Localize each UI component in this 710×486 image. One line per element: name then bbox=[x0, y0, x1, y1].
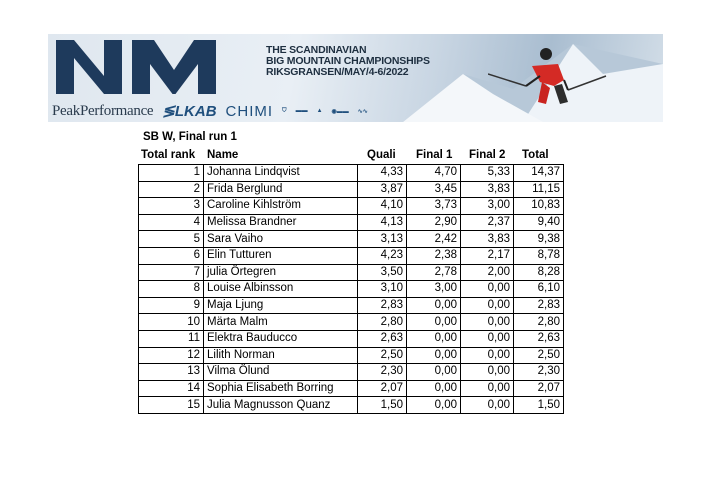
nm-logo bbox=[56, 40, 256, 94]
cell-name: Frida Berglund bbox=[204, 181, 358, 198]
cell-name: Caroline Kihlström bbox=[204, 198, 358, 215]
event-title-line-2: BIG MOUNTAIN CHAMPIONSHIPS bbox=[266, 55, 430, 67]
cell-name: Märta Malm bbox=[204, 314, 358, 331]
table-row bbox=[139, 397, 564, 414]
cell-name: Sara Vaiho bbox=[204, 231, 358, 248]
cell-final2: 0,00 bbox=[461, 314, 514, 331]
cell-rank: 7 bbox=[139, 264, 204, 281]
cell-name: Johanna Lindqvist bbox=[204, 165, 358, 182]
cell-name: Maja Ljung bbox=[204, 297, 358, 314]
cell-rank: 10 bbox=[139, 314, 204, 331]
cell-final1: 2,38 bbox=[407, 247, 461, 264]
cell-quali: 3,87 bbox=[358, 181, 407, 198]
table-row bbox=[139, 247, 564, 264]
col-header-name: Name bbox=[207, 149, 239, 161]
cell-name: Lilith Norman bbox=[204, 347, 358, 364]
results-body bbox=[139, 165, 564, 414]
cell-quali: 2,50 bbox=[358, 347, 407, 364]
cell-quali: 4,13 bbox=[358, 214, 407, 231]
cell-total: 6,10 bbox=[514, 281, 564, 298]
event-title bbox=[266, 45, 430, 78]
table-row bbox=[139, 380, 564, 397]
cell-final1: 3,73 bbox=[407, 198, 461, 215]
cell-quali: 4,33 bbox=[358, 165, 407, 182]
cell-final1: 0,00 bbox=[407, 347, 461, 364]
cell-final1: 0,00 bbox=[407, 380, 461, 397]
cell-name: Elektra Bauducco bbox=[204, 330, 358, 347]
cell-quali: 3,13 bbox=[358, 231, 407, 248]
cell-quali: 3,50 bbox=[358, 264, 407, 281]
cell-total: 2,80 bbox=[514, 314, 564, 331]
table-row bbox=[139, 214, 564, 231]
cell-total: 8,28 bbox=[514, 264, 564, 281]
cell-final2: 2,17 bbox=[461, 247, 514, 264]
cell-final2: 0,00 bbox=[461, 380, 514, 397]
table-row bbox=[139, 314, 564, 331]
cell-final1: 2,90 bbox=[407, 214, 461, 231]
cell-quali: 2,07 bbox=[358, 380, 407, 397]
cell-quali: 4,10 bbox=[358, 198, 407, 215]
sponsor-shield-icon: ⛉ bbox=[282, 107, 287, 114]
cell-rank: 6 bbox=[139, 247, 204, 264]
cell-name: Louise Albinsson bbox=[204, 281, 358, 298]
sponsor-lkab bbox=[162, 102, 216, 120]
cell-name: Elin Tutturen bbox=[204, 247, 358, 264]
cell-total: 10,83 bbox=[514, 198, 564, 215]
table-row bbox=[139, 281, 564, 298]
cell-final2: 5,33 bbox=[461, 165, 514, 182]
cell-final2: 0,00 bbox=[461, 347, 514, 364]
sponsor-lkab-label: LKAB bbox=[174, 103, 217, 120]
cell-total: 8,78 bbox=[514, 247, 564, 264]
skier-image bbox=[488, 46, 608, 116]
cell-rank: 11 bbox=[139, 330, 204, 347]
cell-quali: 2,30 bbox=[358, 364, 407, 381]
cell-rank: 5 bbox=[139, 231, 204, 248]
cell-rank: 8 bbox=[139, 281, 204, 298]
cell-final1: 0,00 bbox=[407, 397, 461, 414]
event-title-line-1: THE SCANDINAVIAN bbox=[266, 44, 367, 56]
cell-rank: 14 bbox=[139, 380, 204, 397]
cell-total: 14,37 bbox=[514, 165, 564, 182]
cell-rank: 4 bbox=[139, 214, 204, 231]
cell-quali: 2,83 bbox=[358, 297, 407, 314]
cell-total: 2,63 bbox=[514, 330, 564, 347]
cell-final2: 0,00 bbox=[461, 397, 514, 414]
cell-final2: 3,00 bbox=[461, 198, 514, 215]
cell-quali: 1,50 bbox=[358, 397, 407, 414]
cell-total: 2,83 bbox=[514, 297, 564, 314]
cell-final2: 0,00 bbox=[461, 281, 514, 298]
cell-quali: 4,23 bbox=[358, 247, 407, 264]
cell-final1: 3,45 bbox=[407, 181, 461, 198]
table-row bbox=[139, 181, 564, 198]
cell-name: Julia Magnusson Quanz bbox=[204, 397, 358, 414]
cell-name: Melissa Brandner bbox=[204, 214, 358, 231]
event-title-line-3: RIKSGRANSEN/MAY/4-6/2022 bbox=[266, 66, 409, 78]
col-header-final1: Final 1 bbox=[416, 149, 453, 161]
cell-final2: 0,00 bbox=[461, 364, 514, 381]
cell-rank: 12 bbox=[139, 347, 204, 364]
table-row bbox=[139, 297, 564, 314]
table-row bbox=[139, 198, 564, 215]
table-row bbox=[139, 165, 564, 182]
cell-final1: 2,78 bbox=[407, 264, 461, 281]
cell-rank: 2 bbox=[139, 181, 204, 198]
sponsor-chimi: CHIMI bbox=[225, 102, 274, 120]
table-row bbox=[139, 330, 564, 347]
cell-final2: 2,37 bbox=[461, 214, 514, 231]
results-heading: SB W, Final run 1 bbox=[143, 131, 237, 143]
table-row bbox=[139, 231, 564, 248]
sponsor-peakperformance: PeakPerformance bbox=[52, 102, 154, 119]
cell-rank: 15 bbox=[139, 397, 204, 414]
cell-name: julia Örtegren bbox=[204, 264, 358, 281]
col-header-rank: Total rank bbox=[141, 149, 196, 161]
cell-quali: 2,63 bbox=[358, 330, 407, 347]
cell-total: 2,50 bbox=[514, 347, 564, 364]
table-row bbox=[139, 364, 564, 381]
sponsor-script-icon: ∿∿ bbox=[357, 108, 368, 115]
col-header-total: Total bbox=[522, 149, 549, 161]
col-header-final2: Final 2 bbox=[469, 149, 506, 161]
cell-final1: 0,00 bbox=[407, 330, 461, 347]
sponsor-logo-icon: ▬▬ bbox=[295, 108, 308, 114]
lkab-icon: ≶ bbox=[162, 103, 175, 120]
event-banner bbox=[48, 34, 663, 122]
cell-total: 9,38 bbox=[514, 231, 564, 248]
cell-name: Vilma Ölund bbox=[204, 364, 358, 381]
table-row bbox=[139, 347, 564, 364]
cell-quali: 2,80 bbox=[358, 314, 407, 331]
results-table bbox=[138, 164, 564, 414]
cell-rank: 13 bbox=[139, 364, 204, 381]
cell-total: 1,50 bbox=[514, 397, 564, 414]
cell-quali: 3,10 bbox=[358, 281, 407, 298]
cell-name: Sophia Elisabeth Borring bbox=[204, 380, 358, 397]
sponsor-strip bbox=[48, 100, 472, 122]
table-row bbox=[139, 264, 564, 281]
cell-final2: 3,83 bbox=[461, 181, 514, 198]
cell-final1: 3,00 bbox=[407, 281, 461, 298]
cell-final2: 3,83 bbox=[461, 231, 514, 248]
cell-final1: 2,42 bbox=[407, 231, 461, 248]
cell-final1: 4,70 bbox=[407, 165, 461, 182]
cell-final1: 0,00 bbox=[407, 314, 461, 331]
cell-final2: 0,00 bbox=[461, 297, 514, 314]
cell-total: 9,40 bbox=[514, 214, 564, 231]
cell-rank: 1 bbox=[139, 165, 204, 182]
cell-final2: 2,00 bbox=[461, 264, 514, 281]
cell-rank: 3 bbox=[139, 198, 204, 215]
cell-total: 2,07 bbox=[514, 380, 564, 397]
cell-total: 2,30 bbox=[514, 364, 564, 381]
col-header-quali: Quali bbox=[367, 149, 396, 161]
cell-final1: 0,00 bbox=[407, 364, 461, 381]
cell-rank: 9 bbox=[139, 297, 204, 314]
cell-total: 11,15 bbox=[514, 181, 564, 198]
sponsor-ring-icon: ◉▬▬ bbox=[331, 108, 349, 115]
sponsor-mountain-icon: ▲ bbox=[316, 108, 323, 114]
cell-final2: 0,00 bbox=[461, 330, 514, 347]
cell-final1: 0,00 bbox=[407, 297, 461, 314]
